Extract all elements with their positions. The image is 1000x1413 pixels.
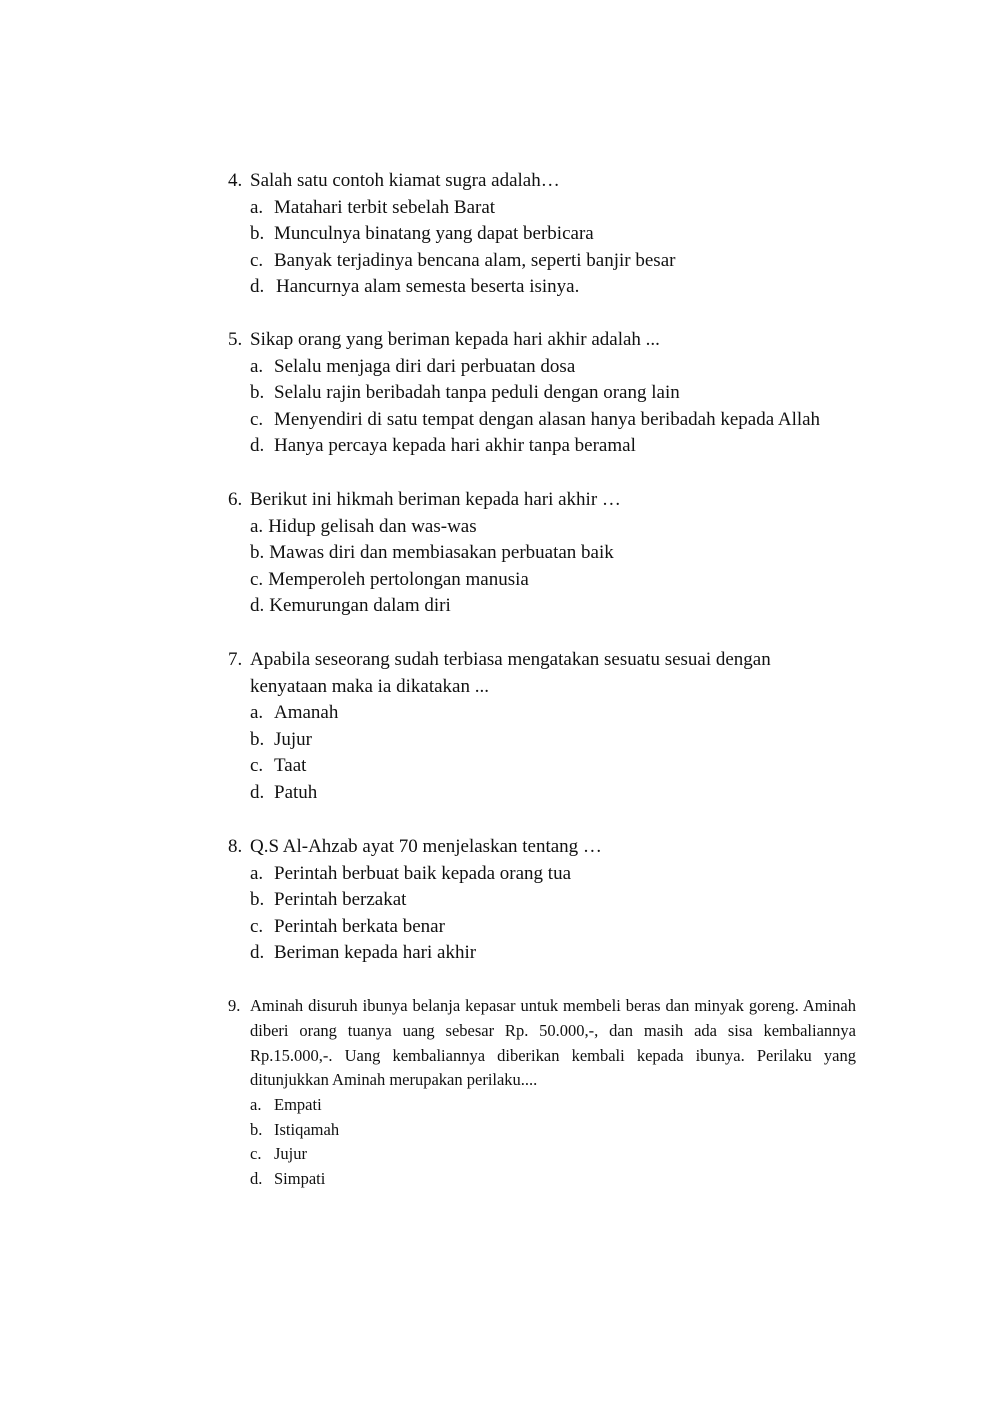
option-letter: b.	[250, 382, 265, 404]
question-number: 7.	[228, 649, 243, 670]
option-d[interactable]	[250, 1167, 856, 1192]
option-text: Hancurnya alam semesta beserta isinya.	[276, 276, 580, 298]
question-stem	[228, 647, 818, 700]
option-letter: c.	[250, 1144, 262, 1164]
question-8	[228, 834, 858, 967]
question-text: Sikap orang yang beriman kepada hari akhir adalah ...	[250, 329, 660, 350]
option-d[interactable]	[250, 780, 818, 807]
option-text: Selalu rajin beribadah tanpa peduli dengan orang lain	[274, 382, 680, 404]
question-text: Salah satu contoh kiamat sugra adalah…	[250, 170, 560, 191]
option-text: Hanya percaya kepada hari akhir tanpa beramal	[274, 435, 636, 457]
option-text: Matahari terbit sebelah Barat	[274, 196, 496, 218]
option-letter: b.	[250, 542, 265, 564]
option-letter: c.	[250, 755, 264, 777]
option-letter: d.	[250, 595, 265, 617]
option-text: Mawas diri dan membiasakan perbuatan baik	[269, 542, 614, 564]
question-4	[228, 168, 858, 301]
option-letter: c.	[250, 249, 264, 271]
option-letter: b.	[250, 728, 265, 750]
option-c[interactable]	[250, 753, 818, 780]
option-letter: d.	[250, 942, 265, 964]
option-b[interactable]	[250, 221, 858, 248]
option-text: Istiqamah	[274, 1119, 340, 1139]
option-c[interactable]	[250, 248, 858, 275]
option-text: Banyak terjadinya bencana alam, seperti banjir besar	[274, 249, 676, 271]
option-letter: a.	[250, 1095, 262, 1115]
question-number: 8.	[228, 836, 243, 857]
option-letter: d.	[250, 435, 265, 457]
question-stem	[228, 487, 858, 514]
option-text: Jujur	[274, 1144, 307, 1164]
question-number: 4.	[228, 170, 243, 191]
question-stem	[228, 834, 858, 861]
option-b[interactable]	[250, 887, 858, 914]
option-c[interactable]	[250, 1142, 856, 1167]
option-letter: c.	[250, 568, 264, 590]
option-b[interactable]	[250, 1118, 856, 1143]
question-stem	[228, 327, 858, 354]
option-letter: c.	[250, 915, 264, 937]
option-letter: b.	[250, 1119, 263, 1139]
option-d[interactable]	[250, 433, 858, 460]
option-d[interactable]	[250, 274, 858, 301]
option-b[interactable]	[250, 540, 858, 567]
question-7	[228, 647, 818, 807]
question-stem	[228, 168, 858, 195]
option-letter: a.	[250, 515, 264, 537]
option-text: Selalu menjaga diri dari perbuatan dosa	[274, 355, 576, 377]
option-a[interactable]	[250, 861, 858, 888]
option-letter: a.	[250, 862, 264, 884]
option-a[interactable]	[250, 1093, 856, 1118]
question-9	[228, 994, 856, 1191]
option-a[interactable]	[250, 514, 858, 541]
option-text: Perintah berkata benar	[274, 915, 445, 937]
option-letter: a.	[250, 355, 264, 377]
option-a[interactable]	[250, 700, 818, 727]
option-letter: d.	[250, 276, 265, 298]
option-letter: b.	[250, 889, 265, 911]
option-d[interactable]	[250, 940, 858, 967]
option-text: Perintah berbuat baik kepada orang tua	[274, 862, 572, 884]
question-text: Aminah disuruh ibunya belanja kepasar untuk membeli beras dan minyak goreng. Aminah diberi orang tuanya uang sebesar Rp. 50.000,-, dan masih ada sisa kembaliannya Rp.15.000,-. Uang kembaliannya diberikan kembali kepada ibunya. Perilaku yang ditunjukkan Aminah merupakan perilaku....	[250, 996, 856, 1090]
option-text: Amanah	[274, 702, 339, 724]
option-c[interactable]	[250, 407, 858, 434]
option-text: Memperoleh pertolongan manusia	[268, 568, 529, 590]
option-letter: d.	[250, 1168, 263, 1188]
option-text: Patuh	[274, 781, 318, 803]
option-letter: b.	[250, 223, 265, 245]
option-text: Perintah berzakat	[274, 889, 407, 911]
option-text: Hidup gelisah dan was-was	[268, 515, 477, 537]
question-5	[228, 327, 858, 460]
option-letter: d.	[250, 781, 265, 803]
option-text: Jujur	[274, 728, 312, 750]
option-a[interactable]	[250, 195, 858, 222]
option-letter: c.	[250, 408, 264, 430]
question-6	[228, 487, 858, 620]
option-b[interactable]	[250, 380, 858, 407]
question-stem	[228, 994, 856, 1093]
question-number: 6.	[228, 489, 243, 510]
question-text: Q.S Al-Ahzab ayat 70 menjelaskan tentang …	[250, 836, 602, 857]
option-text: Munculnya binatang yang dapat berbicara	[274, 223, 594, 245]
question-text: Apabila seseorang sudah terbiasa mengatakan sesuatu sesuai dengan kenyataan maka ia dikatakan ...	[250, 649, 771, 697]
option-c[interactable]	[250, 914, 858, 941]
option-b[interactable]	[250, 727, 818, 754]
option-letter: a.	[250, 196, 264, 218]
question-number: 9.	[228, 996, 241, 1015]
option-text: Taat	[274, 755, 307, 777]
option-letter: a.	[250, 702, 264, 724]
question-text: Berikut ini hikmah beriman kepada hari akhir …	[250, 489, 621, 510]
option-c[interactable]	[250, 567, 858, 594]
option-text: Beriman kepada hari akhir	[274, 942, 477, 964]
option-d[interactable]	[250, 593, 858, 620]
option-text: Kemurungan dalam diri	[269, 595, 451, 617]
option-a[interactable]	[250, 354, 858, 381]
option-text: Empati	[274, 1095, 322, 1115]
option-text: Simpati	[274, 1168, 326, 1188]
question-number: 5.	[228, 329, 243, 350]
option-text: Menyendiri di satu tempat dengan alasan hanya beribadah kepada Allah	[274, 408, 821, 430]
